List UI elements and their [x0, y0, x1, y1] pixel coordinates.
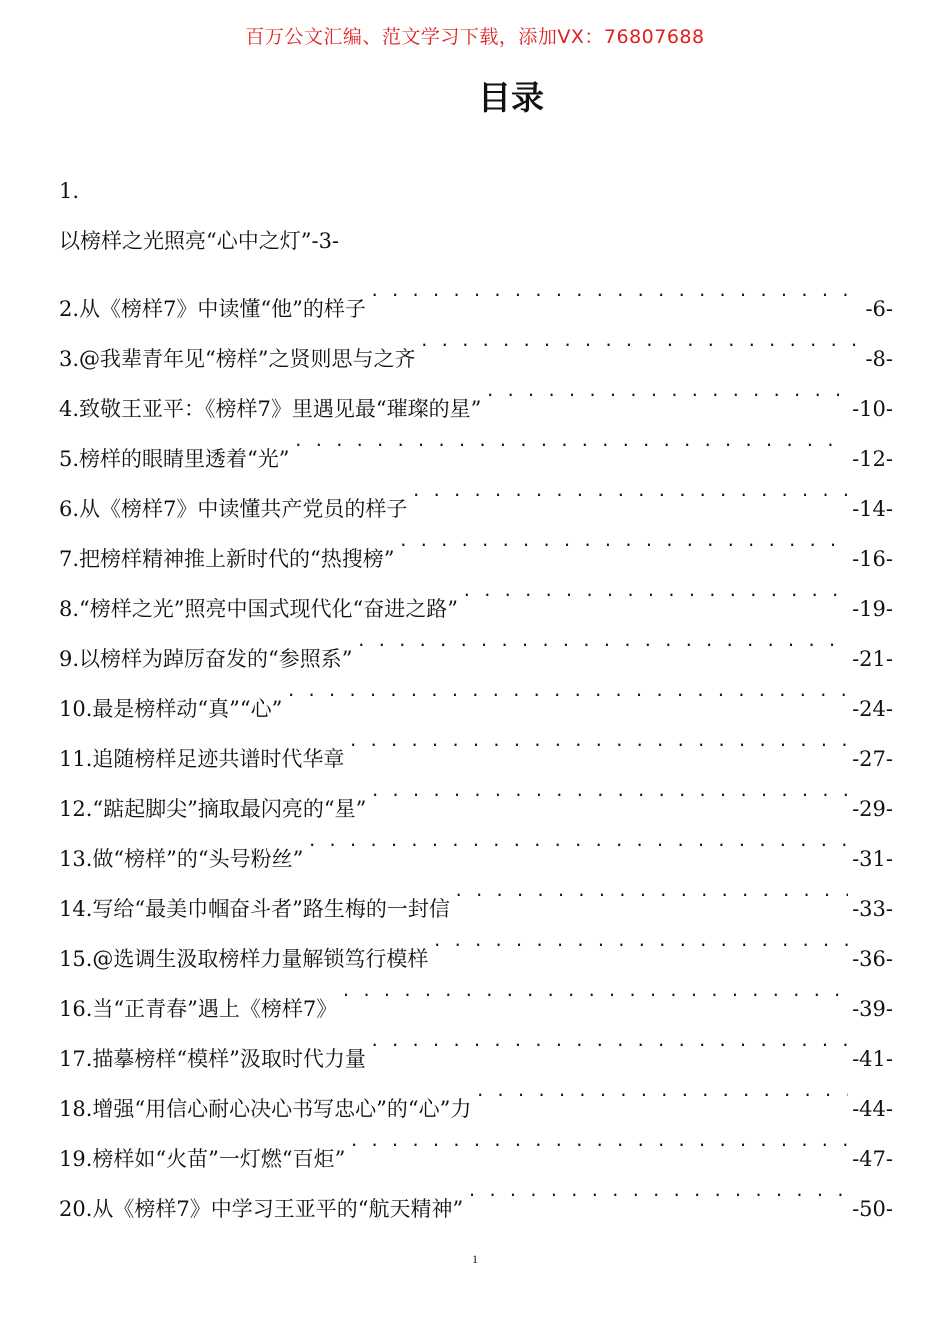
toc-entry-title: 9.以榜样为踔厉奋发的“参照系”: [59, 647, 353, 671]
toc-entry-page: -47-: [852, 1147, 893, 1171]
toc-entry-title: 2.从《榜样7》中读懂“他”的样子: [59, 297, 366, 321]
toc-entry-title: 3.@我辈青年见“榜样”之贤则思与之齐: [59, 347, 416, 371]
toc-entry-title: 8.“榜样之光”照亮中国式现代化“奋进之路”: [59, 597, 458, 621]
toc-entry-title: 5.榜样的眼睛里透着“光”: [59, 447, 290, 471]
toc-entry-title: 10.最是榜样动“真”“心”: [59, 697, 283, 721]
toc-dot-leader: [420, 316, 862, 366]
toc-entry-title: 16.当“正青春”遇上《榜样7》: [59, 997, 338, 1021]
toc-entry-title: 15.@选调生汲取榜样力量解锁笃行模样: [59, 947, 429, 971]
header-watermark-note: 百万公文汇编、范文学习下载，添加VX：76807688: [245, 26, 705, 48]
toc-entry-page: -19-: [852, 597, 893, 621]
toc-dot-leader: [370, 1016, 848, 1066]
toc-dot-leader: [286, 666, 848, 716]
toc-entry-title: 14.写给“最美巾帼奋斗者”路生梅的一封信: [59, 897, 450, 921]
toc-item-1-number: 1.: [59, 179, 80, 203]
toc-dot-leader: [348, 716, 848, 766]
toc-entry-page: -31-: [852, 847, 893, 871]
page-number: 1: [472, 1252, 478, 1266]
toc-entry-title: 13.做“榜样”的“头号粉丝”: [59, 847, 304, 871]
toc-entry-title: 6.从《榜样7》中读懂共产党员的样子: [59, 497, 408, 521]
page-title: 目录: [478, 78, 544, 117]
toc-entry[interactable]: [59, 266, 893, 321]
toc-dot-leader: [485, 366, 848, 416]
toc-dot-leader: [411, 466, 848, 516]
toc-entry-title: 17.描摹榜样“模样”汲取时代力量: [59, 1047, 366, 1071]
toc-dot-leader: [341, 966, 848, 1016]
toc-entry-page: -24-: [852, 697, 893, 721]
toc-dot-leader: [357, 616, 849, 666]
toc-entry-page: -50-: [852, 1197, 893, 1221]
toc-entry-page: -29-: [852, 797, 893, 821]
toc-entry-page: -8-: [865, 347, 893, 371]
toc-entry-title: 19.榜样如“火苗”一灯燃“百炬”: [59, 1147, 346, 1171]
toc-entry-title: 12.“踮起脚尖”摘取最闪亮的“星”: [59, 797, 367, 821]
toc-entry-page: -36-: [852, 947, 893, 971]
toc-dot-leader: [307, 816, 848, 866]
toc-list: [59, 266, 893, 1221]
toc-dot-leader: [432, 916, 848, 966]
toc-entry-page: -41-: [852, 1047, 893, 1071]
toc-entry-page: -33-: [852, 897, 893, 921]
toc-dot-leader: [467, 1166, 848, 1216]
toc-dot-leader: [294, 416, 849, 466]
toc-entry-page: -27-: [852, 747, 893, 771]
toc-dot-leader: [475, 1066, 848, 1116]
toc-entry-page: -21-: [852, 647, 893, 671]
toc-dot-leader: [349, 1116, 848, 1166]
toc-dot-leader: [370, 266, 862, 316]
toc-dot-leader: [454, 866, 848, 916]
toc-entry-page: -14-: [852, 497, 893, 521]
toc-entry-title: 4.致敬王亚平：《榜样7》里遇见最“璀璨的星”: [59, 397, 482, 421]
toc-dot-leader: [399, 516, 849, 566]
toc-item-1-text: 以榜样之光照亮“心中之灯”-3-: [59, 229, 340, 253]
toc-entry-page: -16-: [852, 547, 893, 571]
toc-entry-title: 7.把榜样精神推上新时代的“热搜榜”: [59, 547, 395, 571]
toc-dot-leader: [370, 766, 848, 816]
toc-entry-page: -39-: [852, 997, 893, 1021]
toc-entry-page: -44-: [852, 1097, 893, 1121]
toc-entry-title: 18.增强“用信心耐心决心书写忠心”的“心”力: [59, 1097, 472, 1121]
toc-dot-leader: [462, 566, 848, 616]
toc-entry-title: 20.从《榜样7》中学习王亚平的“航天精神”: [59, 1197, 464, 1221]
toc-entry-page: -6-: [865, 297, 893, 321]
toc-entry-page: -12-: [852, 447, 893, 471]
table-of-contents: [59, 166, 893, 1221]
toc-entry-page: -10-: [852, 397, 893, 421]
toc-entry-title: 11.追随榜样足迹共谱时代华章: [59, 747, 345, 771]
